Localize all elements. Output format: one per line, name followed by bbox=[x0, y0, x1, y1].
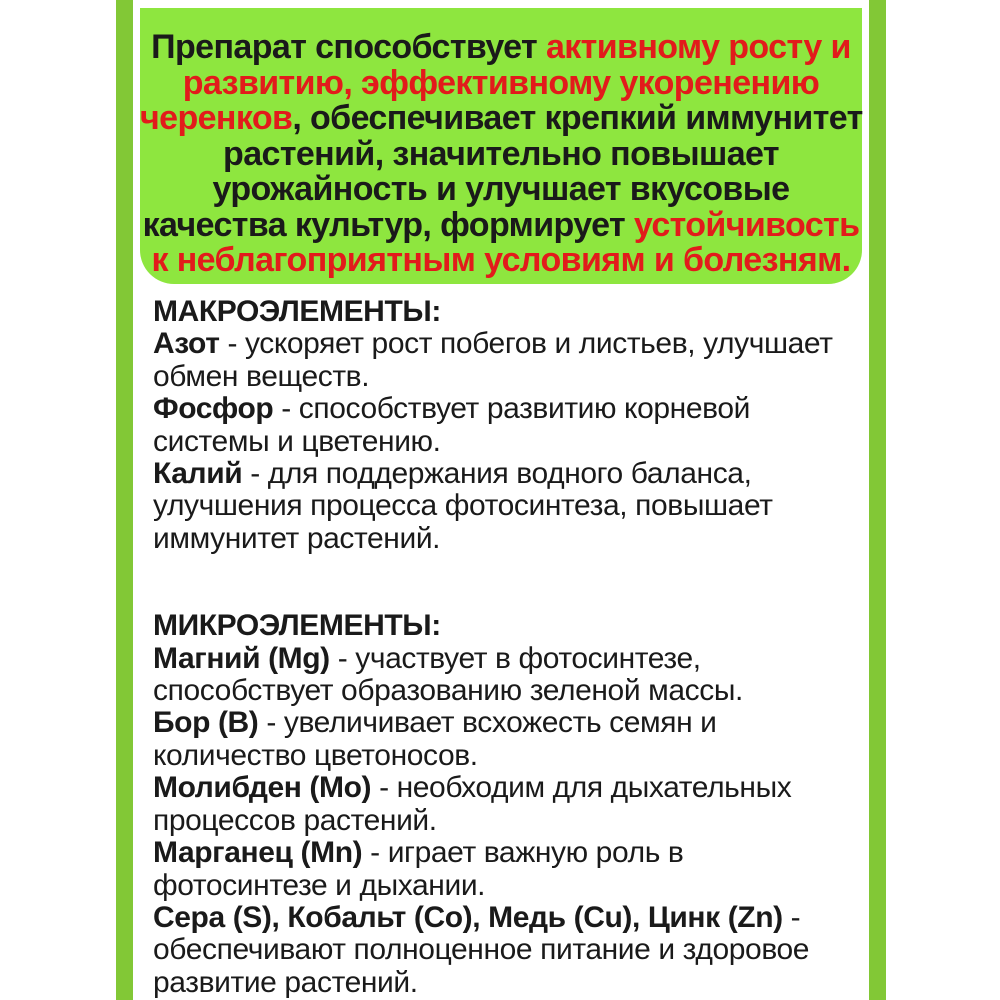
element-term: Азот bbox=[153, 327, 220, 361]
macro-heading: МАКРОЭЛЕМЕНТЫ: bbox=[153, 295, 441, 328]
banner-line-2: развитию, эффективному укоренению bbox=[182, 63, 820, 102]
summary-banner bbox=[140, 8, 862, 284]
elements-description bbox=[153, 296, 865, 999]
macro-item-potassium: Калий - для поддержания водного баланса, улучшения процесса фотосинтеза, повышает иммунитет растений. bbox=[153, 457, 773, 555]
element-term: Магний (Mg) bbox=[153, 641, 330, 675]
section-spacer bbox=[153, 555, 865, 610]
element-term: Марганец (Mn) bbox=[153, 836, 363, 870]
element-term: Молибден (Мо) bbox=[153, 771, 372, 805]
micro-heading: МИКРОЭЛЕМЕНТЫ: bbox=[153, 609, 441, 643]
micro-item-manganese: Марганец (Mn) - играет важную роль в фотосинтезе и дыхании. bbox=[153, 836, 684, 902]
element-term: Калий bbox=[153, 457, 243, 491]
micro-item-boron: Бор (В) - увеличивает всхожесть семян и количество цветоносов. bbox=[153, 706, 717, 772]
macro-item-nitrogen: Азот - ускоряет рост побегов и листьев, улучшает обмен веществ. bbox=[153, 327, 833, 393]
element-term: Фосфор bbox=[153, 392, 274, 426]
micro-item-molybdenum: Молибден (Мо) - необходим для дыхательных процессов растений. bbox=[153, 771, 792, 837]
macro-item-phosphorus: Фосфор - способствует развитию корневой системы и цветению. bbox=[153, 392, 750, 458]
banner-line-1: Препарат способствует активному росту и bbox=[151, 28, 851, 66]
banner-line-6: качества культур, формирует устойчивость bbox=[142, 205, 860, 244]
micro-item-sulfur-cobalt-copper-zinc: Сера (S), Кобальт (Со), Медь (Cu), Цинк (Zn) - обеспечивают полноценное питание и здоровое развитие растений. bbox=[153, 900, 810, 999]
banner-line-7: к неблагоприятным условиям и болезням. bbox=[151, 241, 851, 279]
micro-item-magnesium: Магний (Mg) - участвует в фотосинтезе, способствует образованию зеленой массы. bbox=[153, 641, 743, 708]
banner-highlight: черенков bbox=[140, 99, 293, 137]
banner-line-5: урожайность и улучшает вкусовые bbox=[212, 170, 790, 208]
banner-highlight: устойчивость bbox=[633, 205, 860, 244]
banner-line-4: растений, значительно повышает bbox=[223, 134, 779, 173]
banner-highlight: активному росту и bbox=[545, 28, 851, 66]
label-frame bbox=[116, 0, 886, 1000]
element-term: Бор (В) bbox=[153, 706, 259, 740]
banner-line-3: черенков, обеспечивает крепкий иммунитет bbox=[140, 99, 863, 137]
element-term: Сера (S), Кобальт (Со), Медь (Cu), Цинк (Zn) bbox=[153, 900, 783, 934]
